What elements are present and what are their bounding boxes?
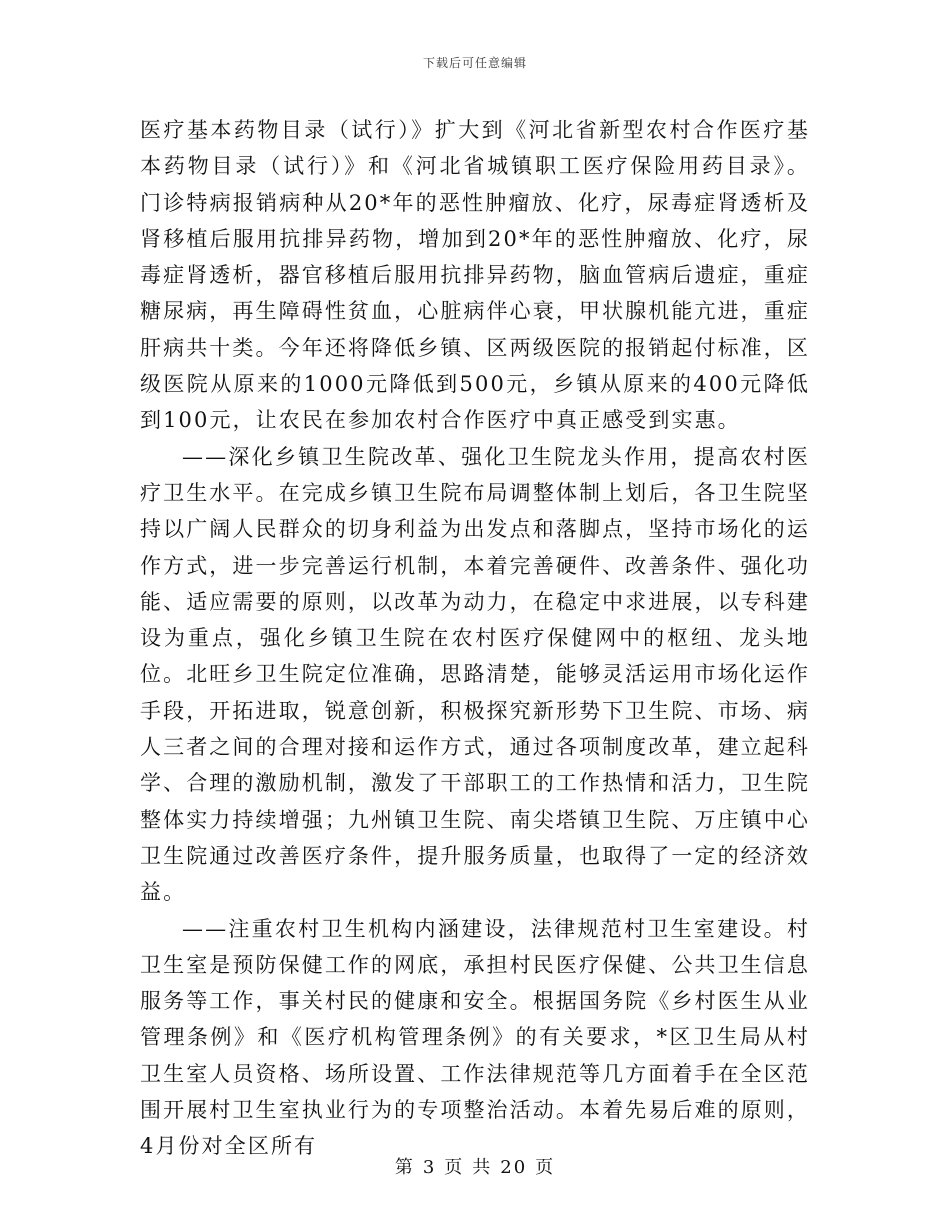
document-body (140, 112, 810, 1165)
paragraph-3: ——注重农村卫生机构内涵建设，法律规范村卫生室建设。村卫生室是预防保健工作的网底，承担村民医疗保健、公共卫生信息服务等工作，事关村民的健康和安全。根据国务院《乡村医生从业管理条例》和《医疗机构管理条例》的有关要求，*区卫生局从村卫生室人员资格、场所设置、工作法律规范等几方面着手在全区范围开展村卫生室执业行为的专项整治活动。本着先易后难的原则，4月份对全区所有 (140, 916, 810, 1159)
current-page-number: 3 (422, 1157, 437, 1178)
page-footer (0, 1153, 950, 1179)
footer-prefix: 第 (394, 1157, 415, 1178)
footer-total-label: 共 (472, 1157, 493, 1178)
footer-page-word: 页 (444, 1157, 465, 1178)
header-text: 下载后可任意编辑 (422, 56, 527, 70)
paragraph-2: ——深化乡镇卫生院改革、强化卫生院龙头作用，提高农村医疗卫生水平。在完成乡镇卫生院布局调整体制上划后，各卫生院坚持以广阔人民群众的切身利益为出发点和落脚点，坚持市场化的运作方式，进一步完善运行机制，本着完善硬件、改善条件、强化功能、适应需要的原则，以改革为动力，在稳定中求进展，以专科建设为重点，强化乡镇卫生院在农村医疗保健网中的枢纽、龙头地位。北旺乡卫生院定位准确，思路清楚，能够灵活运用市场化运作手段，开拓进取，锐意创新，积极探究新形势下卫生院、市场、病人三者之间的合理对接和运作方式，通过各项制度改革，建立起科学、合理的激励机制，激发了干部职工的工作热情和活力，卫生院整体实力持续增强；九州镇卫生院、南尖塔镇卫生院、万庄镇中心卫生院通过改善医疗条件，提升服务质量，也取得了一定的经济效益。 (140, 444, 810, 905)
paragraph-1: 医疗基本药物目录（试行）》扩大到《河北省新型农村合作医疗基本药物目录（试行）》和《河北省城镇职工医疗保险用药目录》。门诊特病报销病种从20*年的恶性肿瘤放、化疗，尿毒症肾透析及肾移植后服用抗排异药物，增加到20*年的恶性肿瘤放、化疗，尿毒症肾透析，器官移植后服用抗排异药物，脑血管病后遗症，重症糖尿病，再生障碍性贫血，心脏病伴心衰，甲状腺机能亢进，重症肝病共十类。今年还将降低乡镇、区两级医院的报销起付标准，区级医院从原来的1000元降低到500元，乡镇从原来的400元降低到100元，让农民在参加农村合作医疗中真正感受到实惠。 (140, 118, 810, 433)
page-header (0, 54, 950, 71)
total-page-count: 20 (500, 1157, 528, 1178)
footer-suffix: 页 (535, 1157, 556, 1178)
